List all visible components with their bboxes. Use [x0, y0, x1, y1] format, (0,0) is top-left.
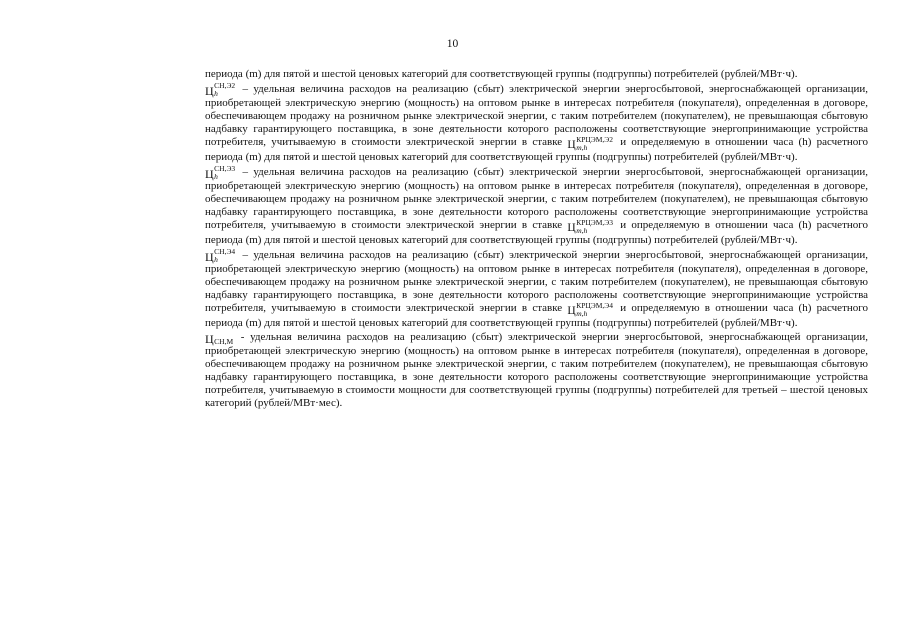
- symbol-krcem-e3: Ц КРЦЭМ,Э3 m,h: [567, 218, 614, 235]
- definition-text-a: – удельная величина расходов на реализацию (сбыт) электрической энергии энергосбытовой, энергоснабжающей организации, приобретающей электрическую энергию (мощность) на оптовом рынке в интересах потребителя (покупателя), определенная в договоре, обеспечивающем продажу на розничном рынке электрической энергии, с таким потребителем (покупателем), не превышающая сбытовую надбавку гарантирующего поставщика, в зоне деятельности которого расположены соответствующие энергопринимающие устройства потребителя, учитываемую в стоимости электрической энергии в ставке: [205, 166, 868, 231]
- body-text: [205, 68, 868, 410]
- definition-text-b: и определяемую в отношении часа (h) расчетного периода (m) для пятой и шестой ценовых категорий для соответствующей группы (подгруппы) потребителей (рублей/МВт·ч).: [205, 219, 868, 246]
- page-number: 10: [446, 38, 459, 50]
- definition-paragraph-e2: [205, 82, 868, 164]
- symbol-cn-e3: Ц СН,Э3 h: [205, 164, 236, 181]
- intro-paragraph: периода (m) для пятой и шестой ценовых категорий для соответствующей группы (подгруппы) потребителей (рублей/МВт·ч).: [205, 68, 798, 80]
- symbol-krcem-e4: Ц КРЦЭМ,Э4 m,h: [567, 301, 614, 318]
- symbol-cn-m: Ц СН,М: [205, 332, 234, 346]
- symbol-krcem-e2: Ц КРЦЭМ,Э2 m,h: [567, 135, 614, 152]
- definition-text-a: – удельная величина расходов на реализацию (сбыт) электрической энергии энергосбытовой, энергоснабжающей организации, приобретающей электрическую энергию (мощность) на оптовом рынке в интересах потребителя (покупателя), определенная в договоре, обеспечивающем продажу на розничном рынке электрической энергии, с таким потребителем (покупателем), не превышающая сбытовую надбавку гарантирующего поставщика, в зоне деятельности которого расположены соответствующие энергопринимающие устройства потребителя, учитываемую в стоимости электрической энергии в ставке: [205, 83, 868, 148]
- definition-text: - удельная величина расходов на реализацию (сбыт) электрической энергии энергосбытовой, энергоснабжающей организации, приобретающей электрическую энергию (мощность) на оптовом рынке в интересах потребителя (покупателя), определенная в договоре, обеспечивающем продажу на розничном рынке электрической энергии, с таким потребителем (покупателем), не превышающая сбытовую надбавку гарантирующего поставщика, в зоне деятельности которого расположены соответствующие энергопринимающие устройства потребителя, учитываемую в стоимости мощности для соответствующей группы (подгруппы) потребителей для третьей – шестой ценовых категорий (рублей/МВт·мес).: [205, 331, 868, 409]
- definition-paragraph-e4: [205, 248, 868, 330]
- symbol-cn-e2: Ц СН,Э2 h: [205, 81, 236, 98]
- definition-text-b: и определяемую в отношении часа (h) расчетного периода (m) для пятой и шестой ценовых категорий для соответствующей группы (подгруппы) потребителей (рублей/МВт·ч).: [205, 302, 868, 329]
- definition-paragraph-m: [205, 331, 868, 410]
- definition-paragraph-e3: [205, 165, 868, 247]
- definition-text-a: – удельная величина расходов на реализацию (сбыт) электрической энергии энергосбытовой, энергоснабжающей организации, приобретающей электрическую энергию (мощность) на оптовом рынке в интересах потребителя (покупателя), определенная в договоре, обеспечивающем продажу на розничном рынке электрической энергии, с таким потребителем (покупателем), не превышающая сбытовую надбавку гарантирующего поставщика, в зоне деятельности которого расположены соответствующие энергопринимающие устройства потребителя, учитываемую в стоимости электрической энергии в ставке: [205, 249, 868, 314]
- symbol-cn-e4: Ц СН,Э4 h: [205, 247, 236, 264]
- definition-text-b: и определяемую в отношении часа (h) расчетного периода (m) для пятой и шестой ценовых категорий для соответствующей группы (подгруппы) потребителей (рублей/МВт·ч).: [205, 136, 868, 163]
